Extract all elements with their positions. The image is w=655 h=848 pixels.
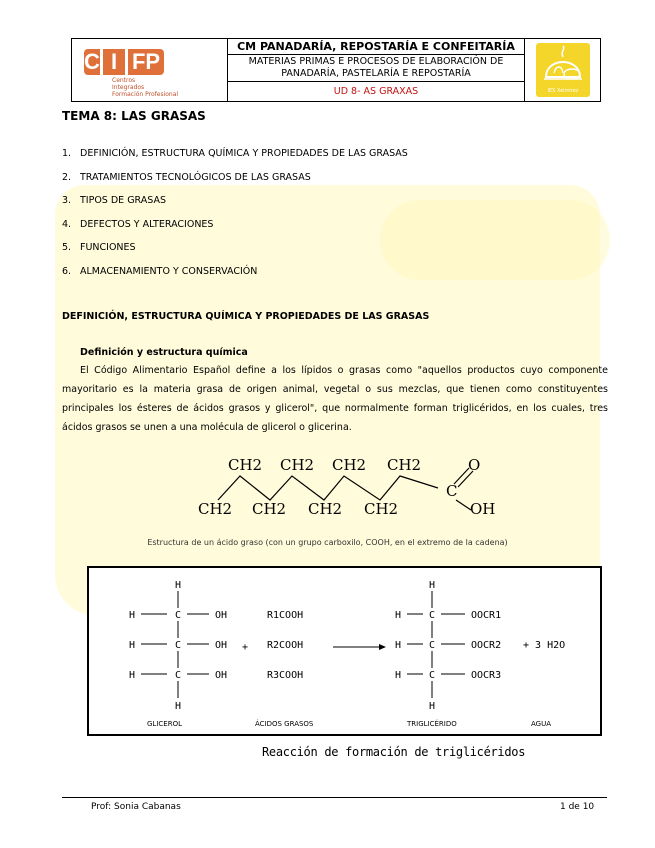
logo-subtitle: Centros Integrados Formación Profesional [112,77,179,98]
toc-item: 6. ALMACENAMIENTO Y CONSERVACIÓN [62,265,258,277]
formula-caption: Estructura de un ácido graso (con un grupo carboxilo, COOH, en el extremo de la cadena) [147,538,508,547]
plus-sign: + [242,642,249,653]
group-oh: OH [215,640,228,651]
formula-hydroxyl: OH [470,500,496,518]
logo-letter-i: I [103,49,125,75]
cifp-logo [72,39,228,101]
formula-carbon: C [446,482,458,500]
atom-c: C [175,640,182,651]
formula-group: CH2 [280,456,315,474]
formula-group: CH2 [252,500,287,518]
watermark-highlight [380,200,610,280]
atom-h: H [129,640,136,651]
fatty-acid: R3COOH [267,670,304,681]
formula-group: CH2 [308,500,343,518]
atom-h: H [129,610,136,621]
atom-c: C [175,610,182,621]
ester-group: OOCR2 [471,640,502,651]
ester-group: OOCR3 [471,670,502,681]
footer-author: Prof: Sonia Cabanas [91,802,181,812]
formula-oxygen: O [468,456,481,474]
label-glicerol: GLICEROL [147,720,182,728]
group-oh: OH [215,610,228,621]
school-badge-cell [524,39,601,101]
document-header [71,38,601,102]
atom-c: C [429,610,436,621]
atom-h: H [175,701,182,712]
reaction-caption: Reacción de formación de triglicéridos [262,745,526,759]
atom-h: H [395,610,402,621]
fatty-acid: R2COOH [267,640,304,651]
atom-h: H [129,670,136,681]
header-titles [228,39,524,101]
formula-group: CH2 [228,456,263,474]
toc-item: 2. TRATAMIENTOS TECNOLÓGICOS DE LAS GRASAS [62,171,311,183]
atom-c: C [175,670,182,681]
logo-letter-fp: FP [128,49,164,75]
atom-h: H [175,580,182,591]
water-product: + 3 H2O [523,640,566,651]
atom-h: H [429,580,436,591]
label-agua: AGUA [531,720,552,728]
table-of-contents [62,148,408,289]
school-badge [536,43,590,97]
fatty-acid-formula [190,448,510,528]
formula-group: CH2 [364,500,399,518]
fatty-acid: R1COOH [267,610,304,621]
toc-item: 1. DEFINICIÓN, ESTRUCTURA QUÍMICA Y PROPIEDADES DE LAS GRASAS [62,148,408,159]
logo-letter-c: C [84,49,100,74]
subsection-heading: Definición y estructura química [80,347,248,358]
atom-h: H [395,670,402,681]
triglyceride-reaction-diagram [87,566,602,736]
course-title: CM PANADARÍA, REPOSTARÍA E CONFEITARÍA [228,39,524,55]
atom-h: H [429,701,436,712]
unit-title: UD 8- AS GRAXAS [333,86,419,97]
toc-item: 4. DEFECTOS Y ALTERACIONES [62,218,214,230]
formula-group: CH2 [332,456,367,474]
formula-group: CH2 [198,500,233,518]
section-heading: DEFINICIÓN, ESTRUCTURA QUÍMICA Y PROPIEDADES DE LAS GRASAS [62,311,430,322]
group-oh: OH [215,670,228,681]
ester-group: OOCR1 [471,610,502,621]
atom-c: C [429,670,436,681]
school-badge-text: IES Xelmirez [547,88,579,94]
body-paragraph: El Código Alimentario Español define a los lípidos o grasas como "aquellos productos cuyo componente mayoritario es la materia grasa de origen animal, vegetal o sus mezclas, que tienen como constituyentes principales los ésteres de ácidos grasos y glicerol", que normalmente forman triglicéridos, en los cuales, tres ácidos grasos se unen a una molécula de glicerol o glicerina. [62,365,608,433]
page-title: TEMA 8: LAS GRASAS [62,109,206,123]
label-trigliceridos: TRIGLICÉRIDO [407,720,457,728]
atom-h: H [395,640,402,651]
toc-item: 3. TIPOS DE GRASAS [62,195,167,206]
toc-item: 5. FUNCIONES [62,242,136,253]
label-acidos-grasos: ÁCIDOS GRASOS [255,720,314,728]
school-badge-icon [536,43,590,97]
footer-divider [62,797,607,798]
formula-group: CH2 [387,456,422,474]
footer-page-number: 1 de 10 [560,802,595,812]
module-title: MATERIAS PRIMAS E PROCESOS DE ELABORACIÓN DE PANADARÍA, PASTELARÍA E REPOSTARÍA [228,55,524,82]
atom-c: C [429,640,436,651]
